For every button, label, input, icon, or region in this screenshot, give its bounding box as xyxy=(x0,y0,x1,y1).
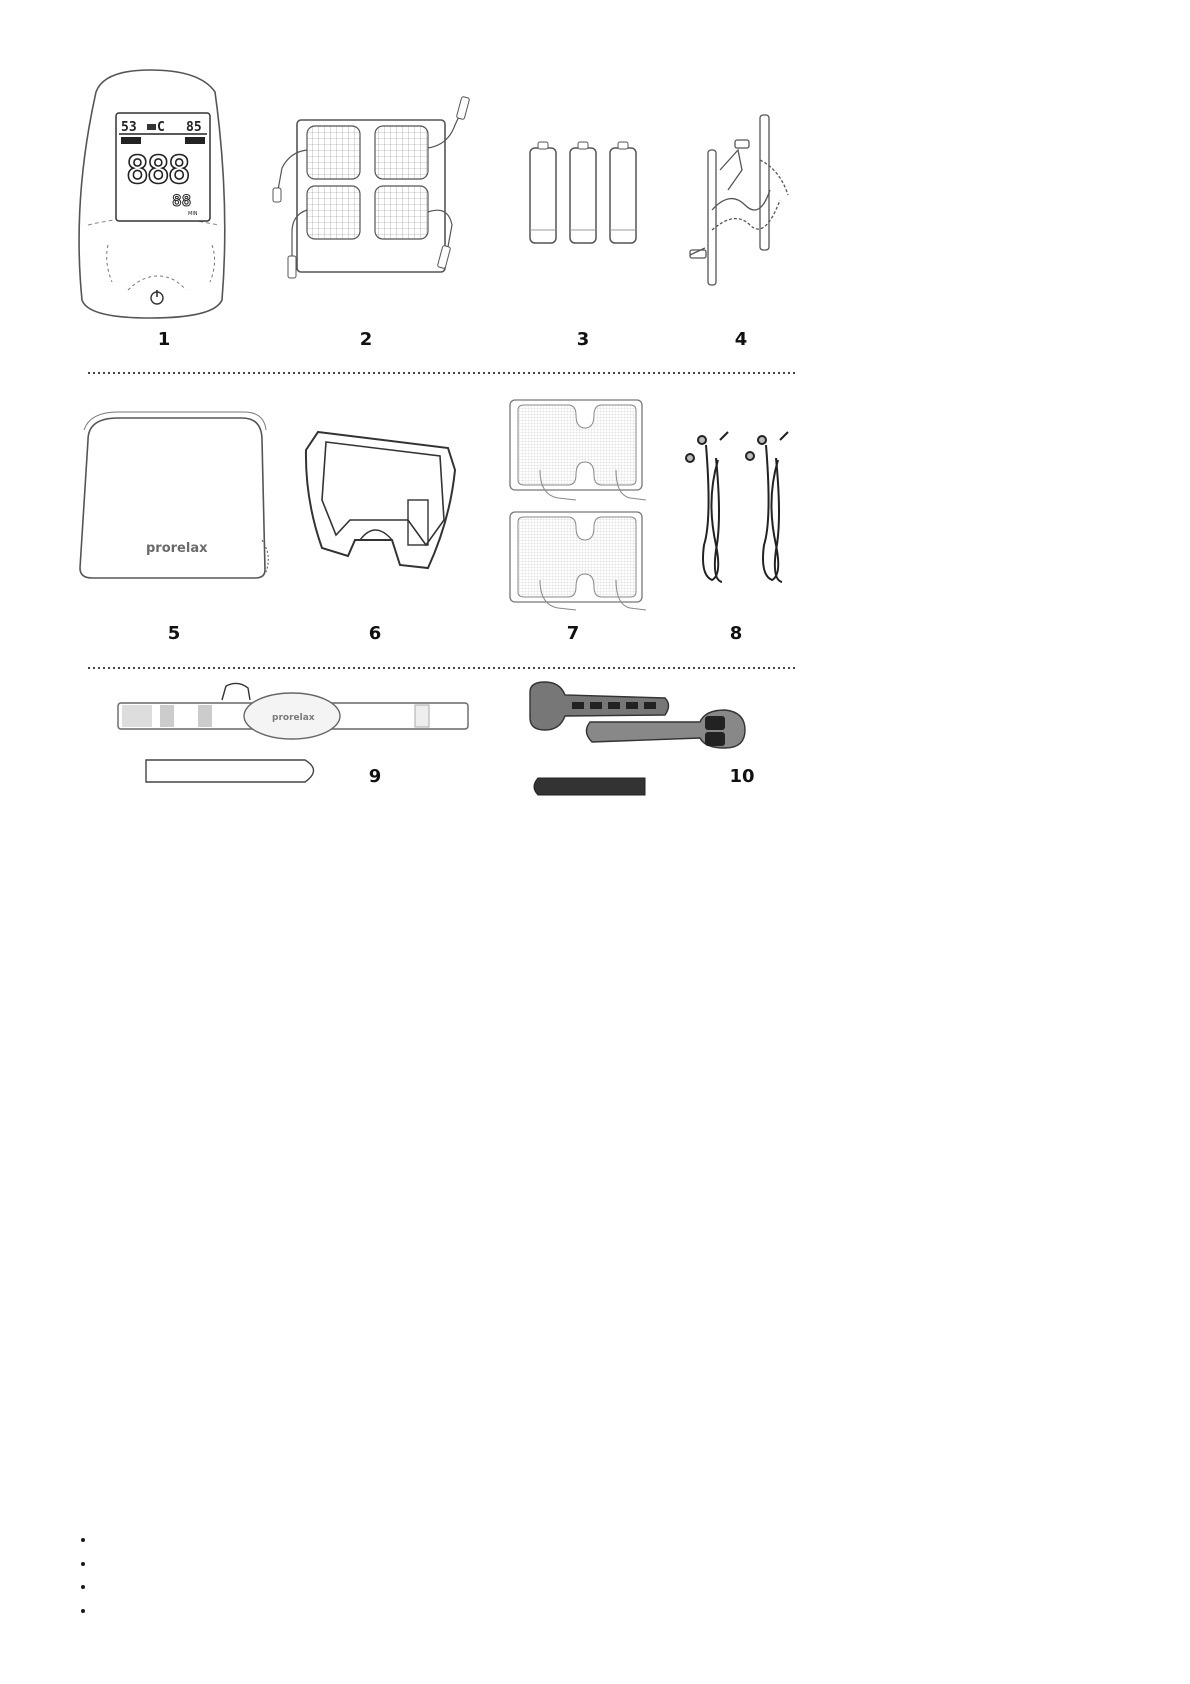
carry-case xyxy=(80,412,268,578)
belt-with-strap xyxy=(118,683,468,782)
display-top-right: 85 xyxy=(186,120,202,135)
component-number-10: 10 xyxy=(729,766,755,787)
component-number-2: 2 xyxy=(359,329,373,350)
electrode-sheet-four-pads xyxy=(273,96,470,278)
component-number-8: 8 xyxy=(729,623,743,644)
display-top-mid: C xyxy=(157,120,165,135)
display-top-left: 53 xyxy=(121,120,137,135)
component-number-5: 5 xyxy=(167,623,181,644)
velcro-strips xyxy=(530,682,745,795)
display-small: 88 xyxy=(172,191,192,210)
connection-cables xyxy=(690,115,788,285)
component-number-1: 1 xyxy=(157,329,171,350)
component-number-7: 7 xyxy=(566,623,580,644)
component-number-4: 4 xyxy=(734,329,748,350)
aaa-batteries xyxy=(530,142,636,243)
component-number-9: 9 xyxy=(368,766,382,787)
display-unit: MIN xyxy=(188,211,198,217)
component-number-3: 3 xyxy=(576,329,590,350)
case-brand-logo: prorelax xyxy=(146,541,208,556)
lead-wires xyxy=(686,432,788,582)
large-electrodes xyxy=(510,400,646,610)
bullet-list xyxy=(80,1528,96,1622)
component-number-6: 6 xyxy=(368,623,382,644)
belt-clip xyxy=(306,432,455,568)
display-main: 888 xyxy=(126,148,189,192)
tens-device xyxy=(79,70,225,318)
belt-brand-logo: prorelax xyxy=(272,713,315,723)
accessories-illustration xyxy=(0,0,1190,820)
